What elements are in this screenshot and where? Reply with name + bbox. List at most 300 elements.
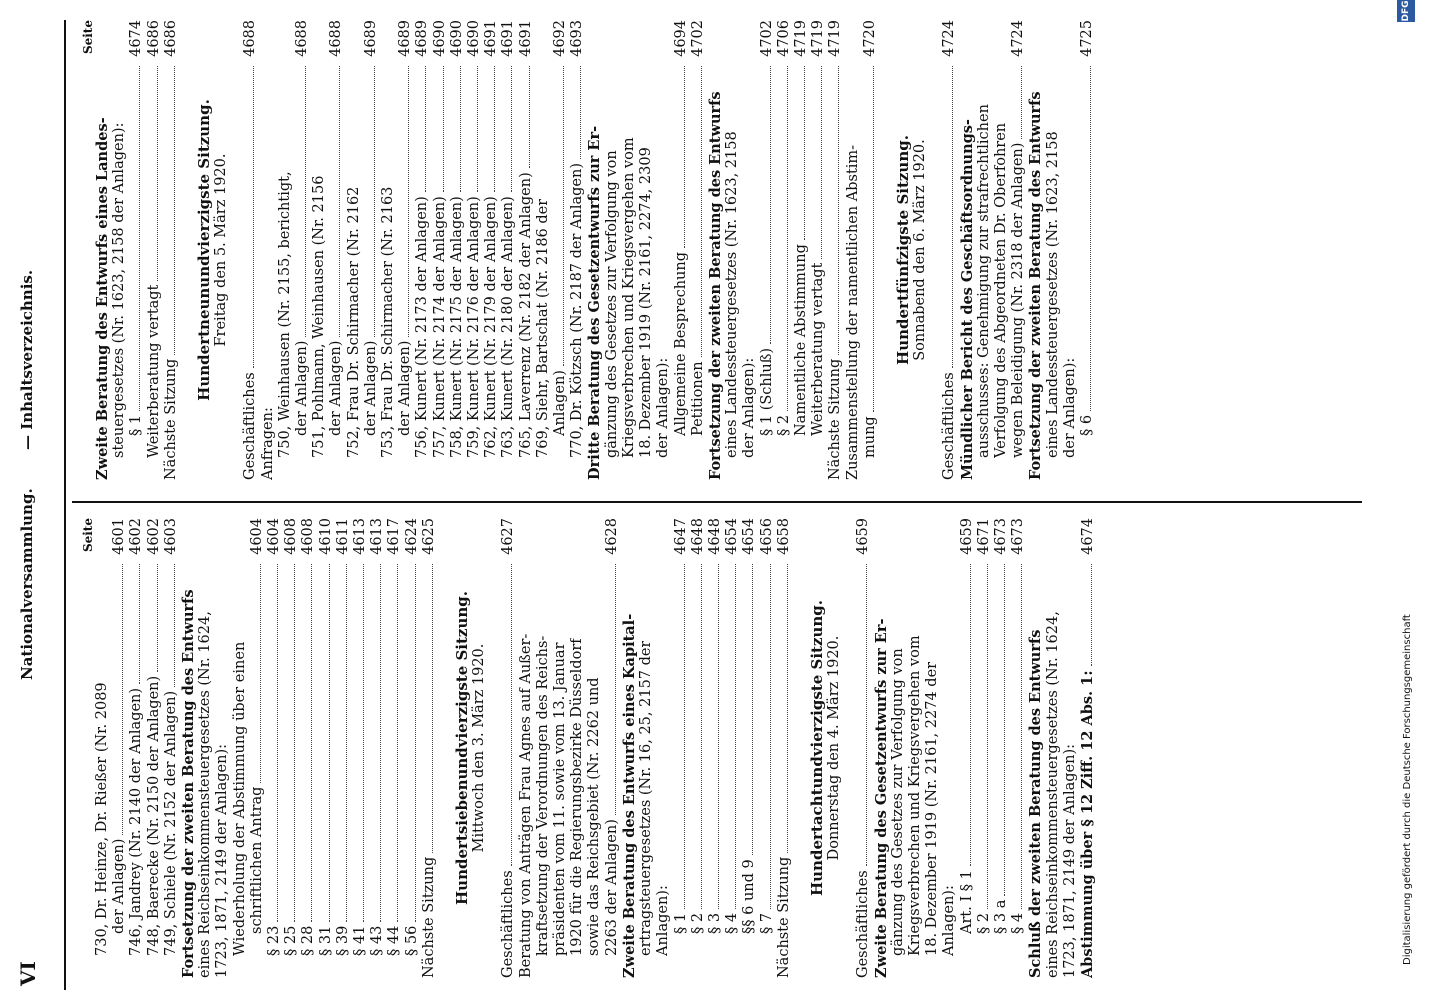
toc-entry-page: 4601: [111, 518, 128, 555]
toc-entry-text: § 4: [1010, 912, 1027, 934]
toc-entry-page: 4688: [328, 20, 345, 57]
dot-leader: [718, 564, 719, 909]
dot-leader: [311, 564, 312, 922]
toc-entry-page: 4673: [1010, 518, 1027, 555]
toc-entry-page: 4692: [552, 20, 569, 57]
dot-leader: [684, 66, 685, 248]
header-title-left: Nationalversammlung.: [18, 488, 36, 680]
toc-entry: [1045, 20, 1062, 480]
toc-entry-text: der Anlagen): [362, 340, 379, 436]
toc-entry: [810, 20, 827, 480]
toc-entry-text: 759, Kunert (Nr. 2176 der Anlagen): [466, 196, 483, 458]
page-header: [12, 0, 52, 1000]
toc-entry: [214, 518, 231, 978]
section-title: Hundertsiebenundvierzigste Sitzung.: [453, 591, 472, 905]
dot-leader: [122, 564, 123, 835]
toc-entry-text: § 1: [128, 414, 145, 436]
toc-entry: [277, 20, 294, 480]
toc-entry-page: 4628: [603, 518, 620, 555]
toc-entry: [94, 518, 111, 978]
toc-entry-text: Allgemeine Besprechung: [672, 252, 689, 436]
dot-leader: [139, 66, 140, 411]
toc-entry-page: 4648: [706, 518, 723, 555]
toc-entry-text: wegen Beleidigung (Nr. 2318 der Anlagen): [1010, 142, 1027, 458]
dot-leader: [511, 66, 512, 192]
toc-entry-text: Kriegsverbrechen und Kriegsvergehen vom: [906, 635, 923, 956]
toc-entry-page: 4689: [414, 20, 431, 57]
toc-entry-page: 4689: [397, 20, 414, 57]
toc-entry-text: Geschäftliches: [242, 372, 259, 480]
toc-entry-page: 4617: [386, 518, 403, 555]
dot-leader: [174, 66, 175, 355]
toc-entry-text: Wiederholung der Abstimmung über einen: [231, 641, 248, 956]
toc-entry-text: Fortsetzung der zweiten Beratung des Entwurfs: [1027, 91, 1045, 480]
toc-entry-page: 4627: [500, 518, 517, 555]
toc-entry-text: mung: [861, 416, 878, 458]
toc-entry-text: Geschäftliches: [855, 870, 872, 978]
toc-entry-text: § 3: [706, 912, 723, 934]
toc-entry-text: § 3 a: [992, 899, 1009, 934]
toc-entry-text: § 56: [403, 925, 420, 956]
toc-entry: [346, 20, 363, 480]
toc-entry-text: Anfragen:: [259, 407, 276, 480]
toc-entry: [976, 20, 993, 480]
dot-leader: [580, 66, 581, 159]
toc-entry-page: 4608: [300, 518, 317, 555]
dot-leader: [952, 66, 953, 368]
dot-leader: [787, 66, 788, 411]
dot-leader: [866, 564, 867, 866]
toc-entry-text: 751, Pohlmann, Weinhausen (Nr. 2156: [311, 175, 328, 458]
toc-entry-text: § 2: [775, 414, 792, 436]
dot-leader: [374, 66, 375, 337]
right-column: [80, 20, 1096, 480]
toc-entry-text: Nächste Sitzung: [775, 856, 792, 978]
toc-entry-page: 4654: [724, 518, 741, 555]
toc-entry: [941, 518, 958, 978]
toc-entry-page: 4719: [810, 20, 827, 57]
toc-entry-page: 4602: [145, 518, 162, 555]
dot-leader: [346, 564, 347, 922]
toc-entry: [552, 518, 569, 978]
dot-leader: [770, 564, 771, 909]
toc-entry-text: Verfolgung des Abgeordneten Dr. Oberfohren: [992, 122, 1009, 458]
toc-entry: [128, 20, 145, 480]
toc-entry-page: 4610: [317, 518, 334, 555]
toc-entry: [707, 518, 724, 978]
toc-entry: [432, 20, 449, 480]
toc-entry: [873, 518, 890, 978]
toc-entry: [741, 518, 758, 978]
toc-entry-text: 756, Kunert (Nr. 2173 der Anlagen): [414, 196, 431, 458]
toc-entry: [414, 20, 431, 480]
toc-entry-page: 4673: [992, 518, 1009, 555]
toc-entry-page: 4690: [466, 20, 483, 57]
toc-entry-page: 4724: [941, 20, 958, 57]
toc-entry-page: 4654: [741, 518, 758, 555]
toc-entry: [724, 518, 741, 978]
toc-entry-text: § 4: [724, 912, 741, 934]
toc-entry: [993, 20, 1010, 480]
dot-leader: [563, 66, 564, 366]
toc-entry: [655, 20, 672, 480]
toc-entry: [500, 518, 517, 978]
dot-leader: [339, 66, 340, 337]
toc-entry-text: Geschäftliches: [500, 870, 517, 978]
toc-entry: [283, 518, 300, 978]
toc-entry: [759, 20, 776, 480]
dot-leader: [735, 564, 736, 909]
toc-entry-text: der Anlagen):: [655, 357, 672, 458]
toc-entry: [827, 20, 844, 480]
toc-entry-text: Anlagen):: [655, 885, 672, 956]
dot-leader: [1090, 66, 1091, 411]
toc-entry-page: 4688: [294, 20, 311, 57]
dot-leader: [787, 564, 788, 853]
toc-entry-text: Beratung von Anträgen Frau Agnes auf Außer-: [517, 633, 534, 978]
section-date: Mittwoch den 3. März 1920.: [471, 643, 488, 853]
toc-entry-page: 4624: [403, 518, 420, 555]
toc-entry-text: § 7: [758, 912, 775, 934]
toc-entry-text: § 1: [672, 912, 689, 934]
toc-entry-page: 4719: [792, 20, 809, 57]
dot-leader: [615, 564, 616, 815]
left-block-1: [94, 518, 438, 978]
toc-entry-text: § 43: [369, 925, 386, 956]
toc-entry-text: eines Reichseinkommensteuergesetzes (Nr. 1624,: [1044, 611, 1061, 978]
dot-leader: [821, 66, 822, 259]
toc-entry: [1079, 518, 1097, 978]
toc-entry: [604, 518, 621, 978]
toc-entry: [724, 20, 741, 480]
toc-entry-text: ertragsteuergesetzes (Nr. 16, 25, 2157 der: [638, 640, 655, 956]
toc-entry-text: 730, Dr. Heinze, Dr. Rießer (Nr. 2089: [94, 682, 110, 956]
toc-entry-text: Weiterberatung vertagt: [810, 262, 827, 436]
toc-entry-text: § 44: [386, 925, 403, 956]
toc-entry: [638, 518, 655, 978]
dot-leader: [174, 564, 175, 687]
toc-entry: [941, 20, 958, 480]
dot-leader: [701, 564, 702, 909]
section-date: Freitag den 5. März 1920.: [213, 153, 230, 347]
toc-entry-page: 4603: [162, 518, 179, 555]
toc-entry-text: Kriegsverbrechen und Kriegsvergehen vom: [620, 137, 637, 458]
toc-entry-page: 4611: [334, 518, 351, 555]
toc-entry: [759, 518, 776, 978]
page-number: VI: [16, 961, 40, 986]
toc-entry-text: § 31: [317, 925, 334, 956]
dot-leader: [1021, 564, 1022, 909]
toc-entry-page: 4688: [242, 20, 259, 57]
column-divider: [72, 501, 1362, 503]
toc-entry-text: der Anlagen): [294, 340, 311, 436]
toc-entry-text: 1723, 1871, 2149 der Anlagen):: [1061, 744, 1078, 978]
toc-entry: [673, 20, 690, 480]
toc-entry-text: 765, Laverrenz (Nr. 2182 der Anlagen): [517, 172, 534, 458]
toc-entry-page: 4674: [1079, 518, 1096, 555]
dfg-badge: DFG: [1397, 0, 1415, 22]
toc-entry-text: der Anlagen):: [741, 357, 758, 458]
toc-entry: [993, 518, 1010, 978]
toc-entry: [335, 518, 352, 978]
toc-entry-text: Anlagen):: [941, 885, 958, 956]
toc-entry-text: der Anlagen): [111, 838, 128, 934]
toc-entry-text: Geschäftliches: [941, 372, 958, 480]
toc-entry-page: 4691: [517, 20, 534, 57]
toc-entry-text: §§ 6 und 9: [741, 859, 758, 934]
toc-entry-page: 4725: [1078, 20, 1095, 57]
toc-entry-text: der Anlagen):: [1061, 357, 1078, 458]
toc-entry-text: 1723, 1871, 2149 der Anlagen):: [214, 744, 231, 978]
toc-entry-text: 753, Frau Dr. Schirmacher (Nr. 2163: [380, 186, 397, 458]
toc-entry: [111, 518, 128, 978]
toc-entry-text: Mündlicher Bericht des Geschäftsordnungs-: [958, 119, 976, 480]
toc-entry: [500, 20, 517, 480]
toc-entry-text: § 1 (Schluß): [758, 347, 775, 436]
header-rule: [64, 20, 66, 990]
toc-entry-page: 4706: [775, 20, 792, 57]
toc-entry: [586, 518, 603, 978]
toc-entry-text: 746, Jandrey (Nr. 2140 der Anlagen): [128, 687, 145, 956]
dot-leader: [494, 66, 495, 192]
dot-leader: [408, 66, 409, 337]
toc-entry: [655, 518, 672, 978]
toc-entry: [300, 518, 317, 978]
toc-entry-page: 4604: [266, 518, 283, 555]
dot-leader: [838, 66, 839, 355]
toc-entry: [976, 518, 993, 978]
toc-entry: [741, 20, 758, 480]
dot-leader: [305, 66, 306, 337]
toc-entry: [483, 20, 500, 480]
dot-leader: [397, 564, 398, 922]
toc-entry-page: 4602: [128, 518, 145, 555]
toc-entry: [146, 20, 163, 480]
right-block-1: [94, 20, 180, 480]
toc-entry-text: gänzung des Gesetzes zur Verfolgung von: [889, 648, 906, 956]
left-block-3: [855, 518, 1097, 978]
toc-entry-page: 4719: [827, 20, 844, 57]
toc-entry-page: 4690: [431, 20, 448, 57]
left-block-2: [500, 518, 792, 978]
toc-entry-text: schriftlichen Antrag: [248, 786, 265, 934]
toc-entry-page: 4608: [283, 518, 300, 555]
toc-entry-text: Petitionen: [689, 361, 706, 436]
section-title: Hundertneunundvierzigste Sitzung.: [195, 99, 214, 401]
toc-entry-text: eines Landessteuergesetzes (Nr. 1623, 2158: [724, 131, 741, 458]
toc-entry-text: 18. Dezember 1919 (Nr. 2161, 2274, 2309: [638, 147, 655, 458]
toc-entry: [552, 20, 569, 480]
toc-entry: [518, 20, 535, 480]
dot-leader: [873, 66, 874, 412]
dot-leader: [157, 66, 158, 281]
toc-entry-text: 758, Kunert (Nr. 2175 der Anlagen): [448, 196, 465, 458]
toc-entry-page: 4702: [689, 20, 706, 57]
toc-entry: [890, 518, 907, 978]
toc-entry-text: 748, Baerecke (Nr. 2150 der Anlagen): [145, 675, 162, 956]
section-title: Hundertachtundvierzigste Sitzung.: [807, 599, 826, 897]
dot-leader: [294, 564, 295, 922]
dot-leader: [804, 66, 805, 240]
toc-entry-page: 4659: [958, 518, 975, 555]
toc-entry: [776, 20, 793, 480]
dot-leader: [432, 564, 433, 853]
toc-entry: [397, 20, 414, 480]
toc-entry: [380, 20, 397, 480]
dot-leader: [1004, 564, 1005, 896]
left-column: [80, 518, 1097, 978]
dot-leader: [770, 66, 771, 344]
toc-entry: [621, 20, 638, 480]
toc-entry-text: Art. I § 1: [958, 870, 975, 934]
header-title-right: — Inhaltsverzeichnis.: [18, 269, 36, 450]
dot-leader: [425, 66, 426, 192]
toc-entry-page: 4691: [500, 20, 517, 57]
dot-leader: [987, 564, 988, 909]
toc-entry-page: 4686: [162, 20, 179, 57]
toc-entry-text: § 39: [334, 925, 351, 956]
dot-leader: [1021, 66, 1022, 139]
toc-entry: [707, 20, 724, 480]
toc-entry-text: Zweite Beratung des Entwurfs eines Kapital-: [620, 613, 638, 978]
toc-entry-page: 4689: [362, 20, 379, 57]
toc-entry: [1062, 20, 1079, 480]
toc-entry: [421, 518, 438, 978]
toc-entry-page: 4648: [689, 518, 706, 555]
section-date: Donnerstag den 4. März 1920.: [826, 635, 843, 861]
toc-entry: [1027, 518, 1044, 978]
toc-entry: [328, 20, 345, 480]
toc-entry-page: 4671: [975, 518, 992, 555]
dot-leader: [277, 564, 278, 922]
dot-leader: [363, 564, 364, 922]
toc-entry-text: 769, Siehr, Bartschat (Nr. 2186 der: [534, 198, 551, 458]
toc-entry-text: Schluß der zweiten Beratung des Entwurfs: [1027, 629, 1045, 978]
toc-entry-text: 770, Dr. Kötzsch (Nr. 2187 der Anlagen): [569, 163, 586, 458]
toc-entry: [1010, 518, 1027, 978]
toc-entry: [1062, 518, 1079, 978]
toc-entry-page: 4693: [569, 20, 586, 57]
toc-entry-text: der Anlagen): [328, 340, 345, 436]
toc-entry-page: 4658: [775, 518, 792, 555]
toc-entry: [266, 518, 283, 978]
toc-entry-text: Nächste Sitzung: [420, 856, 437, 978]
toc-entry-text: 757, Kunert (Nr. 2174 der Anlagen): [431, 196, 448, 458]
toc-entry: [569, 20, 586, 480]
toc-entry: [518, 518, 535, 978]
toc-entry-text: eines Landessteuergesetzes (Nr. 1623, 2158: [1044, 131, 1061, 458]
toc-entry: [673, 518, 690, 978]
toc-entry-text: Zusammenstellung der namentlichen Abstim-: [844, 144, 861, 480]
toc-entry-page: 4625: [420, 518, 437, 555]
dot-leader: [157, 564, 158, 672]
toc-entry-text: 1920 für die Regierungsbezirke Düsseldorf: [569, 638, 586, 956]
toc-entry-page: 4604: [248, 518, 265, 555]
toc-entry: [845, 20, 862, 480]
toc-entry-text: 750, Weinhausen (Nr. 2155, berichtigt,: [276, 171, 293, 458]
toc-entry-text: § 25: [283, 925, 300, 956]
dot-leader: [970, 564, 971, 866]
toc-entry-text: Nächste Sitzung: [162, 358, 179, 480]
toc-entry: [363, 20, 380, 480]
toc-entry: [180, 518, 197, 978]
toc-entry: [959, 20, 976, 480]
toc-entry-text: Anlagen): [552, 370, 569, 436]
dot-leader: [443, 66, 444, 192]
toc-entry-text: kraftsetzung der Verordnungen des Reichs-: [534, 635, 551, 956]
toc-entry: [232, 518, 249, 978]
toc-entry: [1045, 518, 1062, 978]
toc-entry-text: § 41: [352, 925, 369, 956]
toc-entry-page: 4659: [855, 518, 872, 555]
toc-entry-text: 18. Dezember 1919 (Nr. 2161, 2274 der: [924, 661, 941, 956]
toc-entry: [111, 20, 128, 480]
dot-leader: [1091, 564, 1092, 666]
toc-entry-text: 763, Kunert (Nr. 2180 der Anlagen): [500, 196, 517, 458]
toc-entry: [855, 518, 872, 978]
section-date: Sonnabend den 6. März 1920.: [912, 139, 929, 361]
dot-leader: [511, 564, 512, 866]
toc-entry-text: 762, Kunert (Nr. 2179 der Anlagen): [483, 196, 500, 458]
toc-entry: [959, 518, 976, 978]
toc-entry: [586, 20, 603, 480]
dot-leader: [529, 66, 530, 168]
toc-entry: [249, 518, 266, 978]
toc-entry: [690, 20, 707, 480]
toc-entry: [294, 20, 311, 480]
section-title: Hundertfünfzigste Sitzung.: [893, 135, 912, 365]
toc-entry: [793, 20, 810, 480]
toc-entry-text: Zweite Beratung des Entwurfs eines Landes-: [94, 117, 111, 480]
toc-entry: [776, 518, 793, 978]
digitization-note: Digitalisierung gefördert durch die Deutsche Forschungsgemeinschaft: [1402, 614, 1413, 965]
toc-entry-page: 4724: [1010, 20, 1027, 57]
toc-entry: [163, 20, 180, 480]
toc-entry: [352, 518, 369, 978]
toc-entry-page: 4694: [672, 20, 689, 57]
dot-leader: [260, 564, 261, 783]
toc-entry-text: eines Reichseinkommensteuergesetzes (Nr. 1624,: [197, 611, 214, 978]
toc-entry: [242, 20, 259, 480]
toc-entry-text: § 23: [266, 925, 283, 956]
toc-entry: [569, 518, 586, 978]
toc-entry-text: der Anlagen): [397, 340, 414, 436]
toc-entry: [146, 518, 163, 978]
toc-entry: [197, 518, 214, 978]
toc-entry: [404, 518, 421, 978]
dot-leader: [415, 564, 416, 922]
toc-entry: [638, 20, 655, 480]
toc-entry: [924, 518, 941, 978]
toc-entry-text: gänzung des Gesetzes zur Verfolgung von: [603, 150, 620, 458]
toc-entry: [386, 518, 403, 978]
toc-entry-text: Fortsetzung der zweiten Beratung des Entwurfs: [706, 91, 724, 480]
toc-entry: [466, 20, 483, 480]
toc-entry: [449, 20, 466, 480]
toc-entry-text: Namentliche Abstimmung: [792, 244, 809, 436]
toc-entry-page: 4691: [483, 20, 500, 57]
toc-entry-page: 4686: [145, 20, 162, 57]
toc-entry-page: 4674: [128, 20, 145, 57]
seite-label: Seite: [81, 20, 95, 55]
toc-entry-text: Weiterberatung vertagt: [145, 284, 162, 458]
toc-entry-text: 2263 der Anlagen): [603, 819, 620, 956]
toc-entry-text: § 2: [689, 912, 706, 934]
toc-entry: [318, 518, 335, 978]
toc-entry: [690, 518, 707, 978]
toc-entry: [311, 20, 328, 480]
toc-entry: [128, 518, 145, 978]
